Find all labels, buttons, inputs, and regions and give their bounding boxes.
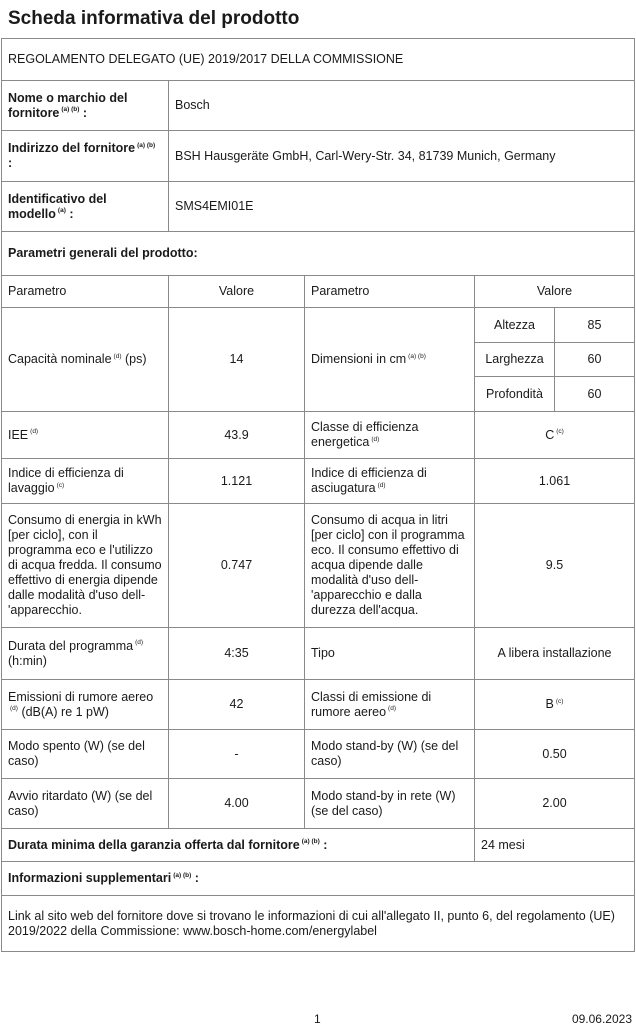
header-param-2: Parametro (305, 276, 475, 308)
additional-info-text-row (2, 896, 635, 952)
param-value: 1.121 (169, 459, 305, 504)
param-label: Indice di efficienza di lavaggio $^{(c)}$ (2, 459, 169, 504)
width-label: Larghezza (475, 343, 555, 377)
product-info-table (1, 38, 635, 952)
depth-label: Profondità (475, 377, 555, 412)
param-label-2: Modo stand-by (W) (se del caso) (305, 730, 475, 779)
page-number: 1 (314, 1012, 321, 1024)
regulation-text: REGOLAMENTO DELEGATO (UE) 2019/2017 DELLA COMMISSIONE (2, 39, 635, 81)
param-label-2: Modo stand-by in rete (W) (se del caso) (305, 779, 475, 829)
param-label-2: Classe di efficienza energetica $^{(d)}$ (305, 412, 475, 459)
depth-value: 60 (555, 377, 635, 412)
model-value: SMS4EMI01E (169, 182, 635, 232)
param-label: IEE $^{(d)}$ (2, 412, 169, 459)
additional-info-heading: Informazioni supplementari $^{(a) (b)}$ : (2, 862, 635, 896)
param-value: 0.747 (169, 504, 305, 628)
param-label-2: Tipo (305, 628, 475, 680)
height-label: Altezza (475, 308, 555, 343)
param-value-2: 2.00 (475, 779, 635, 829)
table-row (2, 459, 635, 504)
table-row (2, 412, 635, 459)
param-value: 43.9 (169, 412, 305, 459)
param-value: 4:35 (169, 628, 305, 680)
param-value-2: 0.50 (475, 730, 635, 779)
warranty-label: Durata minima della garanzia offerta dal fornitore $^{(a) (b)}$ : (2, 829, 475, 862)
param-value-2: B $^{(c)}$ (475, 680, 635, 730)
table-row (2, 504, 635, 628)
model-label: Identificativo del modello $^{(a)}$ : (2, 182, 169, 232)
param-label-2: Indice di efficienza di asciugatura $^{(d)}$ (305, 459, 475, 504)
page-title: Scheda informativa del prodotto (8, 8, 300, 29)
warranty-value: 24 mesi (475, 829, 635, 862)
model-row (2, 182, 635, 232)
param-value-2: A libera installazione (475, 628, 635, 680)
param-label-2: Consumo di acqua in litri [per ciclo] con il programma eco. Il consumo effettivo di acqua dipende dalle modalità d'uso dell-'apparecchio e dalla durezza dell'acqua. (305, 504, 475, 628)
supplier-address-label: Indirizzo del fornitore $^{(a) (b)}$ : (2, 131, 169, 182)
width-value: 60 (555, 343, 635, 377)
additional-info-row (2, 862, 635, 896)
capacity-value: 14 (169, 308, 305, 412)
param-label: Durata del programma $^{(d)}$ (h:min) (2, 628, 169, 680)
supplier-name-label: Nome o marchio del fornitore $^{(a) (b)}$ : (2, 81, 169, 131)
param-value-2: C $^{(c)}$ (475, 412, 635, 459)
warranty-row (2, 829, 635, 862)
table-row (2, 730, 635, 779)
param-value: 4.00 (169, 779, 305, 829)
table-row (2, 779, 635, 829)
footer-date: 09.06.2023 (571, 1012, 632, 1024)
param-label: Modo spento (W) (se del caso) (2, 730, 169, 779)
regulation-row (2, 39, 635, 81)
param-label: Consumo di energia in kWh [per ciclo], con il programma eco e l'utilizzo di acqua fredda. Il consumo effettivo di energia dipende dalle modalità d'uso dell-'apparecchio. (2, 504, 169, 628)
additional-info-text: Link al sito web del fornitore dove si trovano le informazioni di cui all'allegato II, punto 6, del regolamento (UE) 2019/2022 della Commissione: www.bosch-home.com/energylabel (2, 896, 635, 952)
param-label-2: Classi di emissione di rumore aereo $^{(d)}$ (305, 680, 475, 730)
param-value-2: 9.5 (475, 504, 635, 628)
param-label: Emissioni di rumore aereo $^{(d)}$ (dB(A) re 1 pW) (2, 680, 169, 730)
general-params-heading: Parametri generali del prodotto: (2, 232, 635, 276)
supplier-address-row (2, 131, 635, 182)
table-row (2, 628, 635, 680)
param-value-2: 1.061 (475, 459, 635, 504)
param-label: Avvio ritardato (W) (se del caso) (2, 779, 169, 829)
dimension-height-row (2, 308, 635, 343)
header-value: Valore (169, 276, 305, 308)
param-value: - (169, 730, 305, 779)
param-value: 42 (169, 680, 305, 730)
dimensions-label: Dimensioni in cm $^{(a) (b)}$ (305, 308, 475, 412)
capacity-label: Capacità nominale $^{(d)}$ (ps) (2, 308, 169, 412)
header-param: Parametro (2, 276, 169, 308)
header-row (2, 276, 635, 308)
supplier-name-row (2, 81, 635, 131)
supplier-name-value: Bosch (169, 81, 635, 131)
general-params-row (2, 232, 635, 276)
table-row (2, 680, 635, 730)
header-value-2: Valore (475, 276, 635, 308)
height-value: 85 (555, 308, 635, 343)
supplier-address-value: BSH Hausgeräte GmbH, Carl-Wery-Str. 34, 81739 Munich, Germany (169, 131, 635, 182)
